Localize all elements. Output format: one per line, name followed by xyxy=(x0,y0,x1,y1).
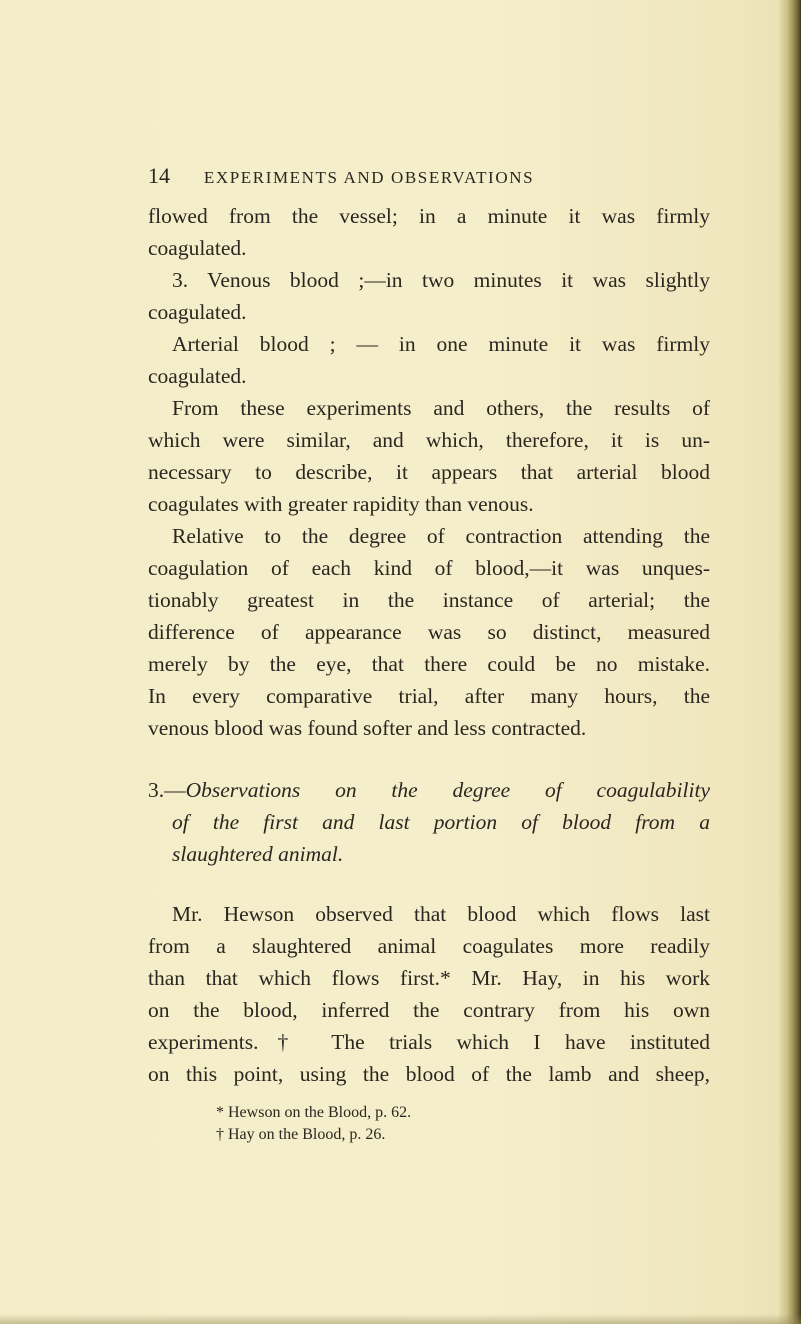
page-bottom-shadow xyxy=(0,1314,801,1324)
running-head xyxy=(148,163,668,189)
paragraph-1 xyxy=(148,200,710,744)
text-line: from a slaughtered animal coagulates more readily xyxy=(148,934,710,958)
paragraph-2 xyxy=(148,898,710,1090)
text-line: coagulation of each kind of blood,—it was unques- xyxy=(148,556,710,580)
section-number: 3.— xyxy=(148,778,186,802)
text-line: coagulates with greater rapidity than venous. xyxy=(148,492,534,516)
text-line: In every comparative trial, after many hours, the xyxy=(148,684,710,708)
text-line: which were similar, and which, therefore, it is un- xyxy=(148,428,710,452)
text-line: merely by the eye, that there could be no mistake. xyxy=(148,652,710,676)
section-title-line: of the first and last portion of blood from a xyxy=(172,810,710,834)
text-line: Mr. Hewson observed that blood which flows last xyxy=(172,902,710,926)
page-number: 14 xyxy=(148,163,170,188)
text-line: than that which flows first.* Mr. Hay, in his work xyxy=(148,966,710,990)
text-line: venous blood was found softer and less contracted. xyxy=(148,716,587,740)
text-line: coagulated. xyxy=(148,236,247,260)
body-text xyxy=(148,200,710,1146)
footnote: * Hewson on the Blood, p. 62. xyxy=(216,1104,412,1121)
footnote: † Hay on the Blood, p. 26. xyxy=(216,1126,386,1143)
section-heading xyxy=(148,774,710,870)
text-line: Arterial blood ; — in one minute it was firmly xyxy=(172,332,710,356)
text-line: necessary to describe, it appears that arterial blood xyxy=(148,460,710,484)
text-line: on the blood, inferred the contrary from his own xyxy=(148,998,710,1022)
text-line: tionably greatest in the instance of arterial; the xyxy=(148,588,710,612)
footnotes xyxy=(148,1102,710,1146)
text-line: flowed from the vessel; in a minute it was firmly xyxy=(148,204,710,228)
section-title-line: Observations on the degree of coagulability xyxy=(185,778,710,802)
text-line: From these experiments and others, the results of xyxy=(172,396,710,420)
text-line: coagulated. xyxy=(148,364,247,388)
text-line: difference of appearance was so distinct, measured xyxy=(148,620,710,644)
section-title-line: slaughtered animal. xyxy=(172,842,344,866)
text-line: 3. Venous blood ;—in two minutes it was slightly xyxy=(172,268,710,292)
text-line: Relative to the degree of contraction attending the xyxy=(172,524,710,548)
page-edge-shadow xyxy=(779,0,801,1324)
text-line: experiments.† The trials which I have instituted xyxy=(148,1030,710,1054)
text-line: coagulated. xyxy=(148,300,247,324)
running-title: EXPERIMENTS AND OBSERVATIONS xyxy=(203,168,535,187)
text-line: on this point, using the blood of the lamb and sheep, xyxy=(148,1062,710,1086)
